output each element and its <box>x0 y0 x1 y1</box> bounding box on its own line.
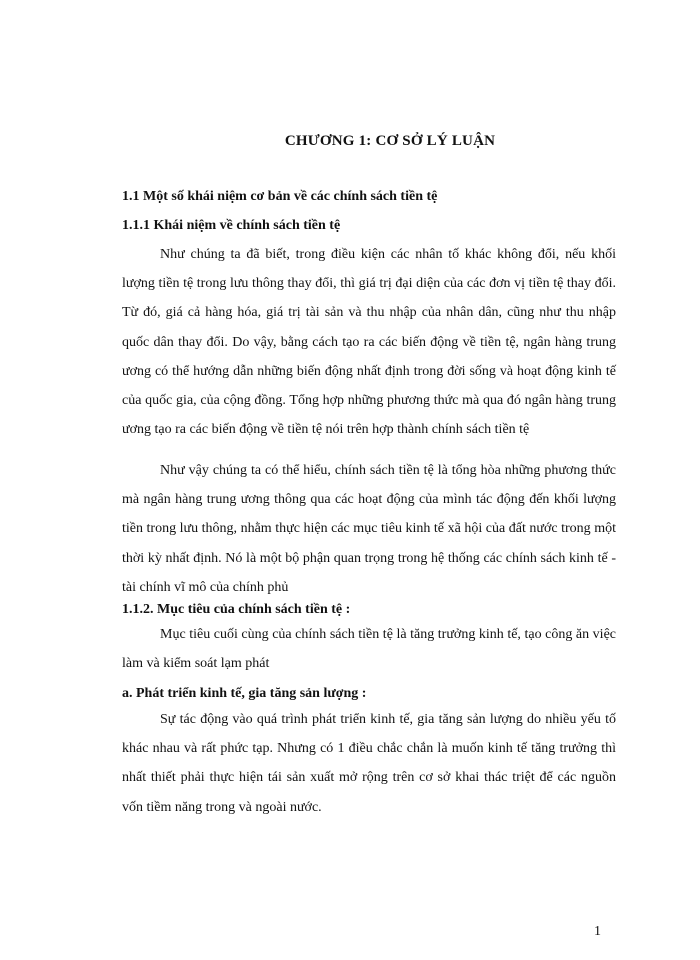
chapter-title: CHƯƠNG 1: CƠ SỞ LÝ LUẬN <box>284 133 496 149</box>
section-heading-1-1-1: 1.1.1 Khái niệm về chính sách tiền tệ <box>122 218 341 233</box>
paragraph-summary: Như vậy chúng ta có thể hiểu, chính sách tiền tệ là tổng hòa những phương thức mà ngân hàng trung ương thông qua các hoạt động của mình tác động đến khối lượng tiền trong lưu thông, nhằm thực hiện các mục tiêu kinh tế xã hội của đất nước trong một thời kỳ nhất định. Nó là một bộ phận quan trọng trong hệ thống các chính sách kinh tế - tài chính vĩ mô của chính phủ <box>122 463 616 595</box>
section-heading-1-1: 1.1 Một số khái niệm cơ bản về các chính sách tiền tệ <box>122 189 438 204</box>
paragraph-growth: Sự tác động vào quá trình phát triển kinh tế, gia tăng sản lượng do nhiều yếu tố khác nhau và rất phức tạp. Nhưng có 1 điều chắc chắn là muốn kinh tế tăng trưởng thì nhất thiết phải thực hiện tái sản xuất mở rộng trên cơ sở khai thác triệt để các nguồn vốn tiềm năng trong và ngoài nước. <box>122 712 616 815</box>
subsection-heading-a: a. Phát triển kinh tế, gia tăng sản lượng : <box>122 686 367 701</box>
page-number: 1 <box>594 924 601 939</box>
section-heading-1-1-2: 1.1.2. Mục tiêu của chính sách tiền tệ : <box>122 602 351 617</box>
paragraph-definition: Như chúng ta đã biết, trong điều kiện các nhân tố khác không đổi, nếu khối lượng tiền tệ trong lưu thông thay đổi, thì giá trị đại diện của các đơn vị tiền tệ thay đổi. Từ đó, giá cả hàng hóa, giá trị tài sản và thu nhập của nhân dân, cũng như thu nhập quốc dân thay đổi. Do vậy, bằng cách tạo ra các biến động về tiền tệ, ngân hàng trung ương có thể hướng dẫn những biến động nhất định trong đời sống và hoạt động kinh tế của quốc gia, của cộng đồng. Tổng hợp những phương thức mà qua đó ngân hàng trung ương tạo ra các biến động về tiền tệ nói trên hợp thành chính sách tiền tệ <box>122 247 616 438</box>
paragraph-objectives: Mục tiêu cuối cùng của chính sách tiền tệ là tăng trưởng kinh tế, tạo công ăn việc làm và kiểm soát lạm phát <box>122 627 616 672</box>
